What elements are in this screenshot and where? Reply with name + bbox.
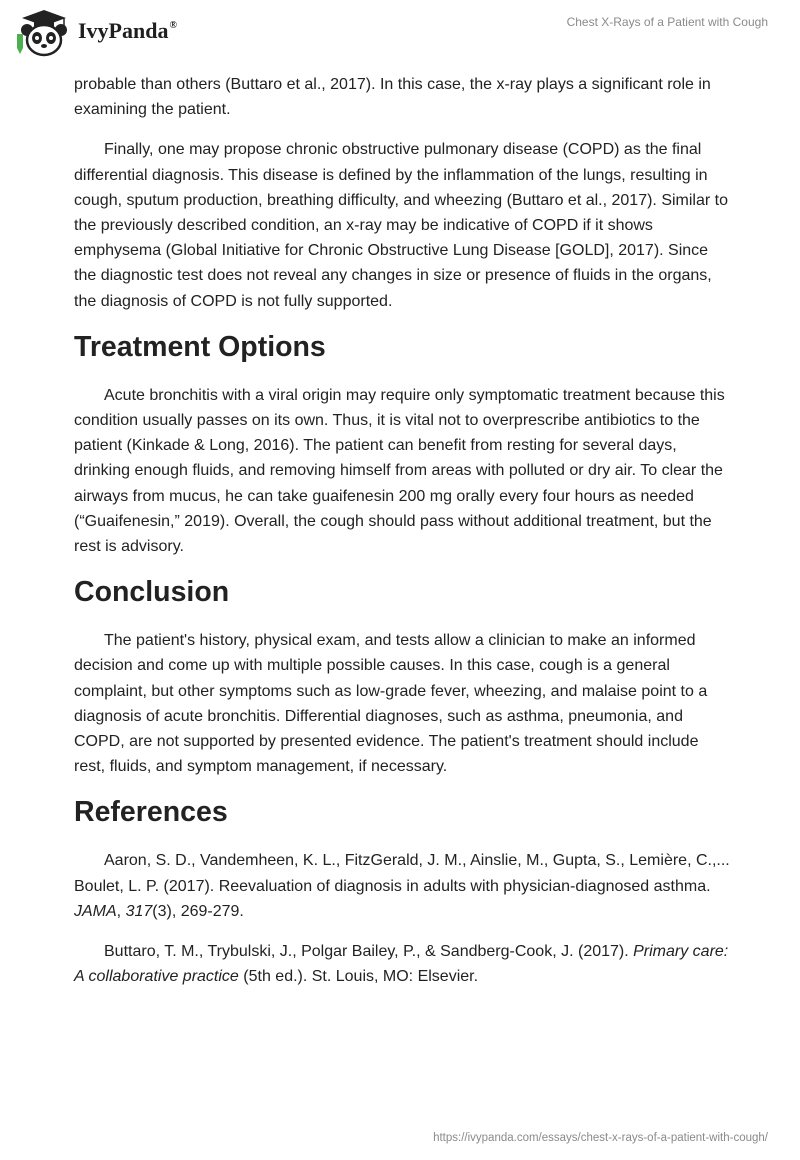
panda-logo-icon [12, 8, 76, 58]
source-url-link[interactable]: https://ivypanda.com/essays/chest-x-rays-of-a-patient-with-cough/ [433, 1132, 768, 1144]
paragraph-intro: probable than others (Buttaro et al., 2017). In this case, the x-ray plays a significant role in examining the patient. [74, 76, 711, 119]
heading-treatment-options: Treatment Options [74, 330, 326, 363]
document-title: Chest X-Rays of a Patient with Cough [566, 15, 768, 29]
paragraph-copd: Finally, one may propose chronic obstructive pulmonary disease (COPD) as the final differential diagnosis. This disease is defined by the inflammation of the lungs, resulting in cough, sputum production, breathing difficulty, and wheezing (Buttaro et al., 2017). Similar to the previously described condition, an x-ray may be indicative of COPD if it shows emphysema (Global Initiative for Chronic Obstructive Lung Disease [GOLD], 2017). Since the diagnostic test does not reveal any changes in size or presence of fluids in the organs, the diagnosis of COPD is not fully supported. [74, 141, 728, 310]
heading-conclusion: Conclusion [74, 576, 230, 609]
reference-aaron: Aaron, S. D., Vandemheen, K. L., FitzGerald, J. M., Ainslie, M., Gupta, S., Lemière, C.,... Boulet, L. P. (2017). Reevaluation of diagnosis in adults with physician-diagnosed asthma. JAMA, 317(3), 269-279. [74, 852, 730, 920]
paragraph-treatment: Acute bronchitis with a viral origin may require only symptomatic treatment because this condition usually passes on its own. Thus, it is vital not to overprescribe antibiotics to the patient (Kinkade & Long, 2016). The patient can benefit from resting for several days, drinking enough fluids, and removing himself from areas with polluted or dry air. To clear the airways from mucus, he can take guaifenesin 200 mg orally every four hours as needed (“Guaifenesin,” 2019). Overall, the cough should pass without additional treatment, but the rest is advisory. [74, 386, 725, 556]
page-header [0, 0, 800, 66]
essay-content [74, 72, 734, 1004]
brand-name[interactable]: IvyPanda® [78, 18, 177, 43]
paragraph-conclusion: The patient's history, physical exam, and tests allow a clinician to make an informed decision and come up with multiple possible causes. In this case, cough is a general complaint, but other symptoms such as low-grade fever, wheezing, and malaise point to a diagnosis of acute bronchitis. Differential diagnoses, such as asthma, pneumonia, and COPD, are not supported by presented evidence. The patient's treatment should include rest, fluids, and symptom management, if necessary. [74, 632, 708, 776]
heading-references: References [74, 796, 228, 829]
reference-buttaro: Buttaro, T. M., Trybulski, J., Polgar Bailey, P., & Sandberg-Cook, J. (2017). Primary care: A collaborative practice (5th ed.). St. Louis, MO: Elsevier. [74, 943, 729, 986]
